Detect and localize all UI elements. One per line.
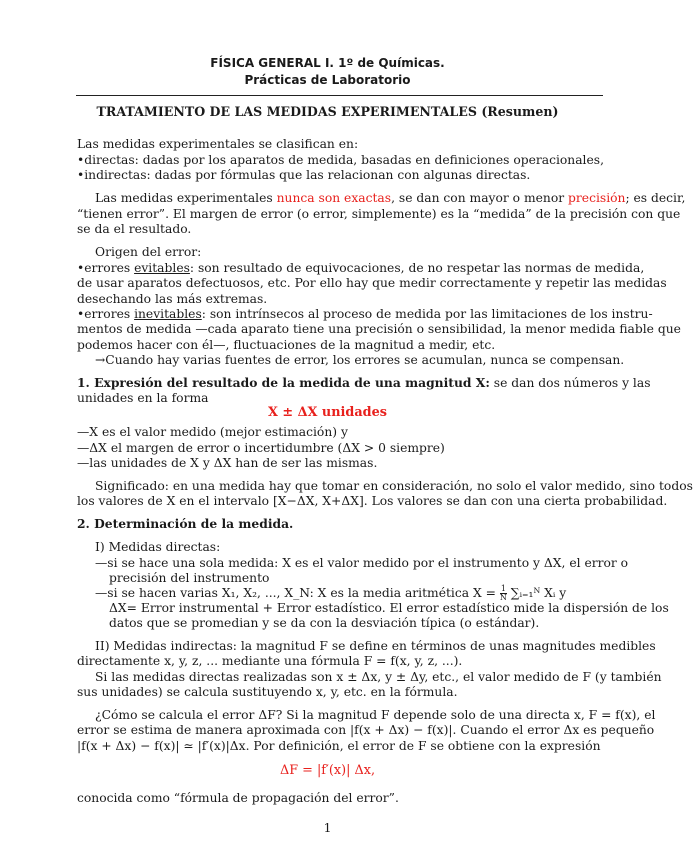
never-exact-highlight: nunca son exactas xyxy=(276,191,392,205)
header-rule xyxy=(76,95,603,96)
indirect-line-2: directamente x, y, z, ... mediante una fórmula F = f(x, y, z, ...). xyxy=(77,654,463,668)
section-1-line-2: unidades en la forma xyxy=(77,391,209,405)
exact-line-3: se da el resultado. xyxy=(77,222,192,236)
def-error-margin: —ΔX el margen de error o incertidumbre (ΔX > 0 siempre) xyxy=(77,441,445,455)
exact-line-1 xyxy=(95,191,685,205)
multiple-measures-line-2: ΔX= Error instrumental + Error estadístico. El error estadístico mide la dispersión de los xyxy=(109,601,669,615)
precision-highlight: precisión xyxy=(568,191,626,205)
meaning-line-2: los valores de X en el intervalo [X−ΔX, X+ΔX]. Los valores se dan con una cierta probabilidad. xyxy=(77,494,668,508)
unavoidable-bullet: •errores xyxy=(77,307,135,321)
page-number: 1 xyxy=(323,821,332,835)
intro-bullet-direct: •directas: dadas por los aparatos de medida, basadas en definiciones operacionales, xyxy=(77,153,604,167)
exact-line-2: “tienen error”. El margen de error (o error, simplemente) es la “medida” de la precisión con que xyxy=(77,207,681,221)
def-units: —las unidades de X y ΔX han de ser las mismas. xyxy=(77,456,378,470)
propagation-formula: ΔF = |f′(x)| Δx, xyxy=(279,763,376,778)
avoidable-line-3: desechando las más extremas. xyxy=(77,292,268,306)
meaning-line-1: Significado: en una medida hay que tomar en consideración, no solo el valor medido, sino todos xyxy=(95,479,693,493)
section-1-heading xyxy=(77,376,651,390)
avoidable-term: evitables xyxy=(134,261,190,275)
origin-heading: Origen del error: xyxy=(95,245,202,259)
avoidable-def: : son resultado de equivocaciones, de no respetar las normas de medida, xyxy=(189,261,645,275)
error-question-line-1: ¿Cómo se calcula el error ΔF? Si la magnitud F depende solo de una directa x, F = f(x), el xyxy=(95,708,656,722)
exact-text-b: , se dan con mayor o menor xyxy=(391,191,569,205)
course-subtitle: Prácticas de Laboratorio xyxy=(244,73,411,87)
document-title: TRATAMIENTO DE LAS MEDIDAS EXPERIMENTALES (Resumen) xyxy=(96,104,559,119)
avoidable-line-2: de usar aparatos defectuosos, etc. Por ello hay que medir correctamente y repetir las medidas xyxy=(77,276,667,290)
propagation-caption: conocida como “fórmula de propagación del error”. xyxy=(77,791,399,805)
mean-sum: ∑ᵢ₌₁ᴺ Xᵢ y xyxy=(510,586,567,600)
single-measure-line-2: precisión del instrumento xyxy=(109,571,270,585)
accumulation-note: →Cuando hay varias fuentes de error, los errores se acumulan, nunca se compensan. xyxy=(95,353,625,367)
def-measured-value: —X es el valor medido (mejor estimación) y xyxy=(77,425,348,439)
section-2-heading: 2. Determinación de la medida. xyxy=(77,516,294,531)
error-question-line-3: |f(x + Δx) − f(x)| ≃ |f′(x)|Δx. Por definición, el error de F se obtiene con la expresión xyxy=(77,739,601,753)
unavoidable-def: : son intrínsecos al proceso de medida por las limitaciones de los instru- xyxy=(201,307,653,321)
unavoidable-term: inevitables xyxy=(134,307,202,321)
multiple-measures-line-1 xyxy=(95,585,566,602)
error-question-line-2: error se estima de manera aproximada con |f(x + Δx) − f(x)|. Cuando el error Δx es pequeño xyxy=(77,723,655,737)
exact-text-c: ; es decir, xyxy=(625,191,686,205)
result-formula: X ± ΔX unidades xyxy=(268,405,387,420)
unavoidable-line-1 xyxy=(77,307,653,321)
unavoidable-line-3: podemos hacer con él—, fluctuaciones de la magnitud a medir, etc. xyxy=(77,338,496,352)
multiple-measures-line-3: datos que se promedian y se da con la desviación típica (o estándar). xyxy=(109,616,540,630)
exact-text-a: Las medidas experimentales xyxy=(95,191,277,205)
unavoidable-line-2: mentos de medida —cada aparato tiene una precisión o sensibilidad, la menor medida fiable que xyxy=(77,322,681,336)
mean-fraction xyxy=(500,585,507,602)
indirect-line-4: sus unidades) se calcula sustituyendo x, y, etc. en la fórmula. xyxy=(77,685,458,699)
intro-line-1: Las medidas experimentales se clasifican en: xyxy=(77,137,359,151)
multiple-measures-text: —si se hacen varias X₁, X₂, ..., X_N: X es la media aritmética X = xyxy=(95,586,500,600)
indirect-line-3: Si las medidas directas realizadas son x ± Δx, y ± Δy, etc., el valor medido de F (y también xyxy=(95,670,662,684)
course-title: FÍSICA GENERAL I. 1º de Químicas. xyxy=(210,56,445,70)
single-measure-line-1: —si se hace una sola medida: X es el valor medido por el instrumento y ΔX, el error o xyxy=(95,556,629,570)
avoidable-bullet: •errores xyxy=(77,261,135,275)
indirect-line-1: II) Medidas indirectas: la magnitud F se define en términos de unas magnitudes medibles xyxy=(95,639,656,653)
avoidable-line-1 xyxy=(77,261,644,275)
section-1-title-rest: se dan dos números y las xyxy=(489,376,651,390)
section-1-title: 1. Expresión del resultado de la medida de una magnitud X: xyxy=(77,375,490,390)
direct-measures-heading: I) Medidas directas: xyxy=(95,540,221,554)
fraction-denominator: N xyxy=(499,593,507,602)
fraction-numerator: 1 xyxy=(500,584,506,593)
intro-bullet-indirect: •indirectas: dadas por fórmulas que las relacionan con algunas directas. xyxy=(77,168,531,182)
